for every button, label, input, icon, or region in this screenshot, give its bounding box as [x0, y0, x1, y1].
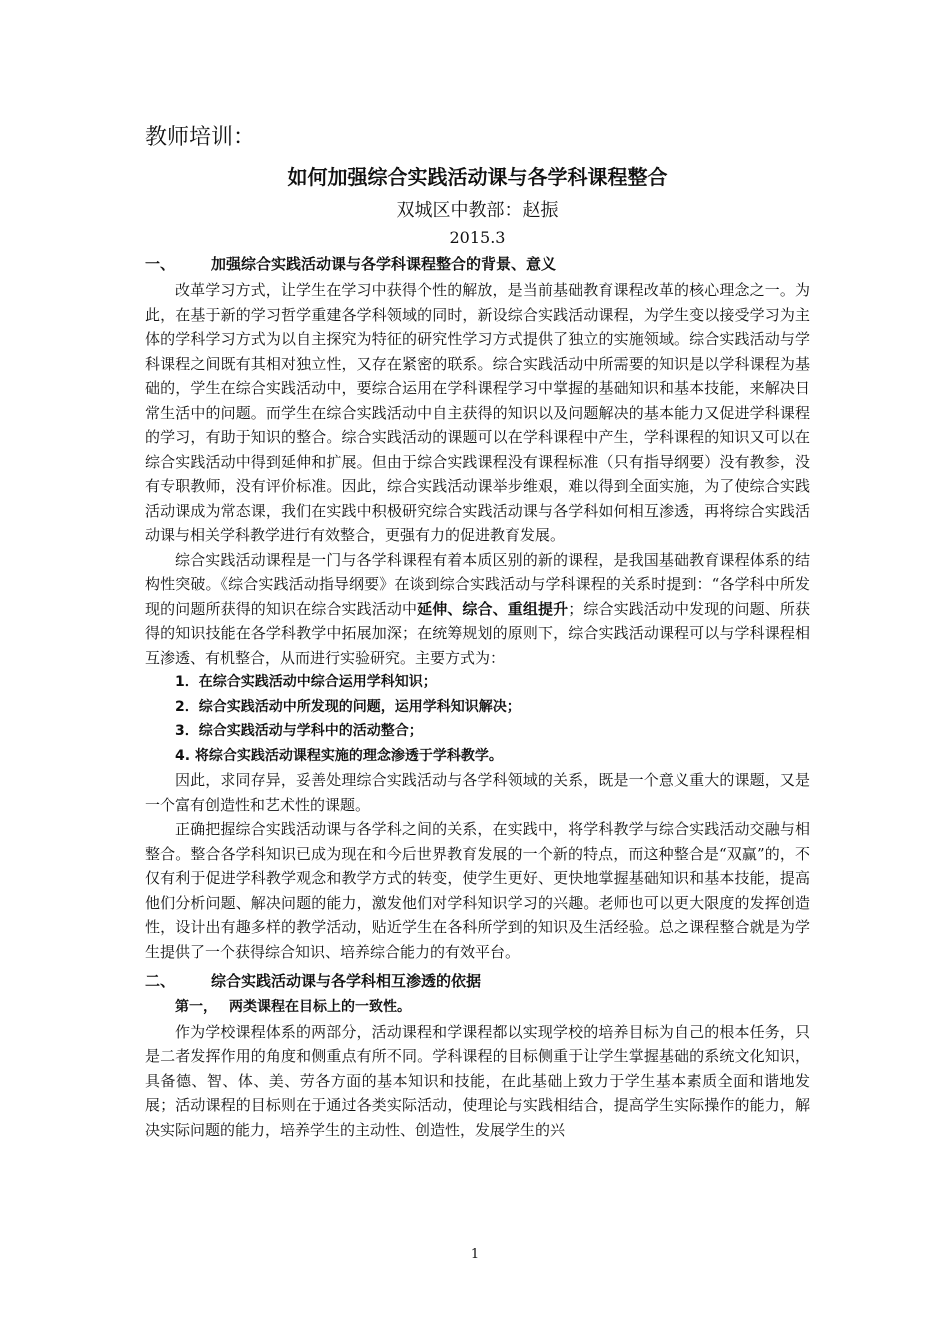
section-1-title: 加强综合实践活动课与各学科课程整合的背景、意义	[211, 255, 557, 273]
paragraph-2-text-b: ；综合实践活动中发现的问题、所获得的知识技能在各学科教学中拓展加深；在统筹规划的原则下，综合实践活动课程可以与学科课程相互渗透、有机整合，从而进行实验研究。主要方式为：	[145, 599, 810, 667]
section-2-subheading	[145, 995, 810, 1020]
section-1-paragraph-3: 因此，求同存异，妥善处理综合实践活动与各学科领域的关系，既是一个意义重大的课题，又是一个富有创造性和艺术性的课题。	[145, 771, 810, 814]
document-label: 教师培训：	[145, 125, 256, 150]
section-2-number: 二、	[145, 972, 176, 990]
list-item: 4. 将综合实践活动课程实施的理念渗透于学科教学。	[175, 747, 503, 764]
list-item: 3．综合实践活动与学科中的活动整合；	[175, 723, 423, 739]
section-2-title: 综合实践活动课与各学科相互渗透的依据	[211, 972, 482, 990]
document-title: 如何加强综合实践活动课与各学科课程整合	[287, 165, 668, 189]
document-author: 双城区中教部：赵振	[396, 200, 559, 221]
section-2-heading	[145, 970, 810, 991]
section-2-paragraph-1: 作为学校课程体系的两部分，活动课程和学课程都以实现学校的培养目标为自己的根本任务，只是二者发挥作用的角度和侧重点有所不同。学科课程的目标侧重于让学生掌握基础的系统文化知识，具备德、智、体、美、劳各方面的基本知识和技能，在此基础上致力于学生基本素质全面和谐地发展；活动课程的目标则在于通过各类实际活动，使理论与实践相结合，提高学生实际操作的能力，解决实际问题的能力，培养学生的主动性、创造性，发展学生的兴	[145, 1022, 810, 1139]
section-1-paragraph-2	[145, 548, 810, 671]
subheading-text: 两类课程在目标上的一致性。	[229, 999, 411, 1015]
list-item: 2．综合实践活动中所发现的问题，运用学科知识解决；	[175, 698, 521, 715]
paragraph-2-text-a: 综合实践活动课程是一门与各学科课程有着本质区别的新的课程，是我国基础教育课程体系的结构性突破。《综合实践活动指导纲要》在谈到综合实践活动与学科课程的关系时提到：“各学科中所发现的问题所获得的知识在综合实践活动中	[145, 550, 810, 618]
section-1-heading	[145, 253, 810, 274]
document-date: 2015.3	[449, 228, 506, 247]
page-number: 1	[470, 1247, 480, 1262]
document-body	[145, 120, 810, 1142]
subheading-number: 第一，	[175, 999, 217, 1015]
section-1-number: 一、	[145, 255, 176, 273]
list-item: 1．在综合实践活动中综合运用学科知识；	[175, 674, 437, 690]
paragraph-2-emphasis: 延伸、综合、重组提升	[417, 599, 569, 618]
section-1-paragraph-4: 正确把握综合实践活动课与各学科之间的关系，在实践中，将学科教学与综合实践活动交融与相整合。整合各学科知识已成为现在和今后世界教育发展的一个新的特点，而这种整合是“双赢”的，不仅有利于促进学科教学观念和教学方式的转变，使学生更好、更快地掌握基础知识和基本技能，提高他们分析问题、解决问题的能力，激发他们对学科知识学习的兴趣。老师也可以更大限度的发挥创造性，设计出有趣多样的教学活动，贴近学生在各科所学到的知识及生活经验。总之课程整合就是为学生提供了一个获得综合知识、培养综合能力的有效平台。	[145, 820, 810, 961]
section-1-paragraph-1: 改革学习方式，让学生在学习中获得个性的解放，是当前基础教育课程改革的核心理念之一。为此，在基于新的学习哲学重建各学科领域的同时，新设综合实践活动课程，为学生变以接受学习为主体的学科学习方式为以自主探究为特征的研究性学习方式提供了独立的实施领域。综合实践活动与学科课程之间既有其相对独立性，又存在紧密的联系。综合实践活动中所需要的知识是以学科课程为基础的，学生在综合实践活动中，要综合运用在学科课程学习中掌握的基础知识和基本技能，来解决日常生活中的问题。而学生在综合实践活动中自主获得的知识以及问题解决的基本能力又促进学科课程的学习，有助于知识的整合。综合实践活动的课题可以在学科课程中产生，学科课程的知识又可以在综合实践活动中得到延伸和扩展。但由于综合实践课程没有课程标准（只有指导纲要）没有教参，没有专职教师，没有评价标准。因此，综合实践活动课举步维艰，难以得到全面实施，为了使综合实践活动课成为常态课，我们在实践中积极研究综合实践活动课与各学科如何相互渗透，再将综合实践活动课与相关学科教学进行有效整合，更强有力的促进教育发展。	[145, 281, 810, 544]
